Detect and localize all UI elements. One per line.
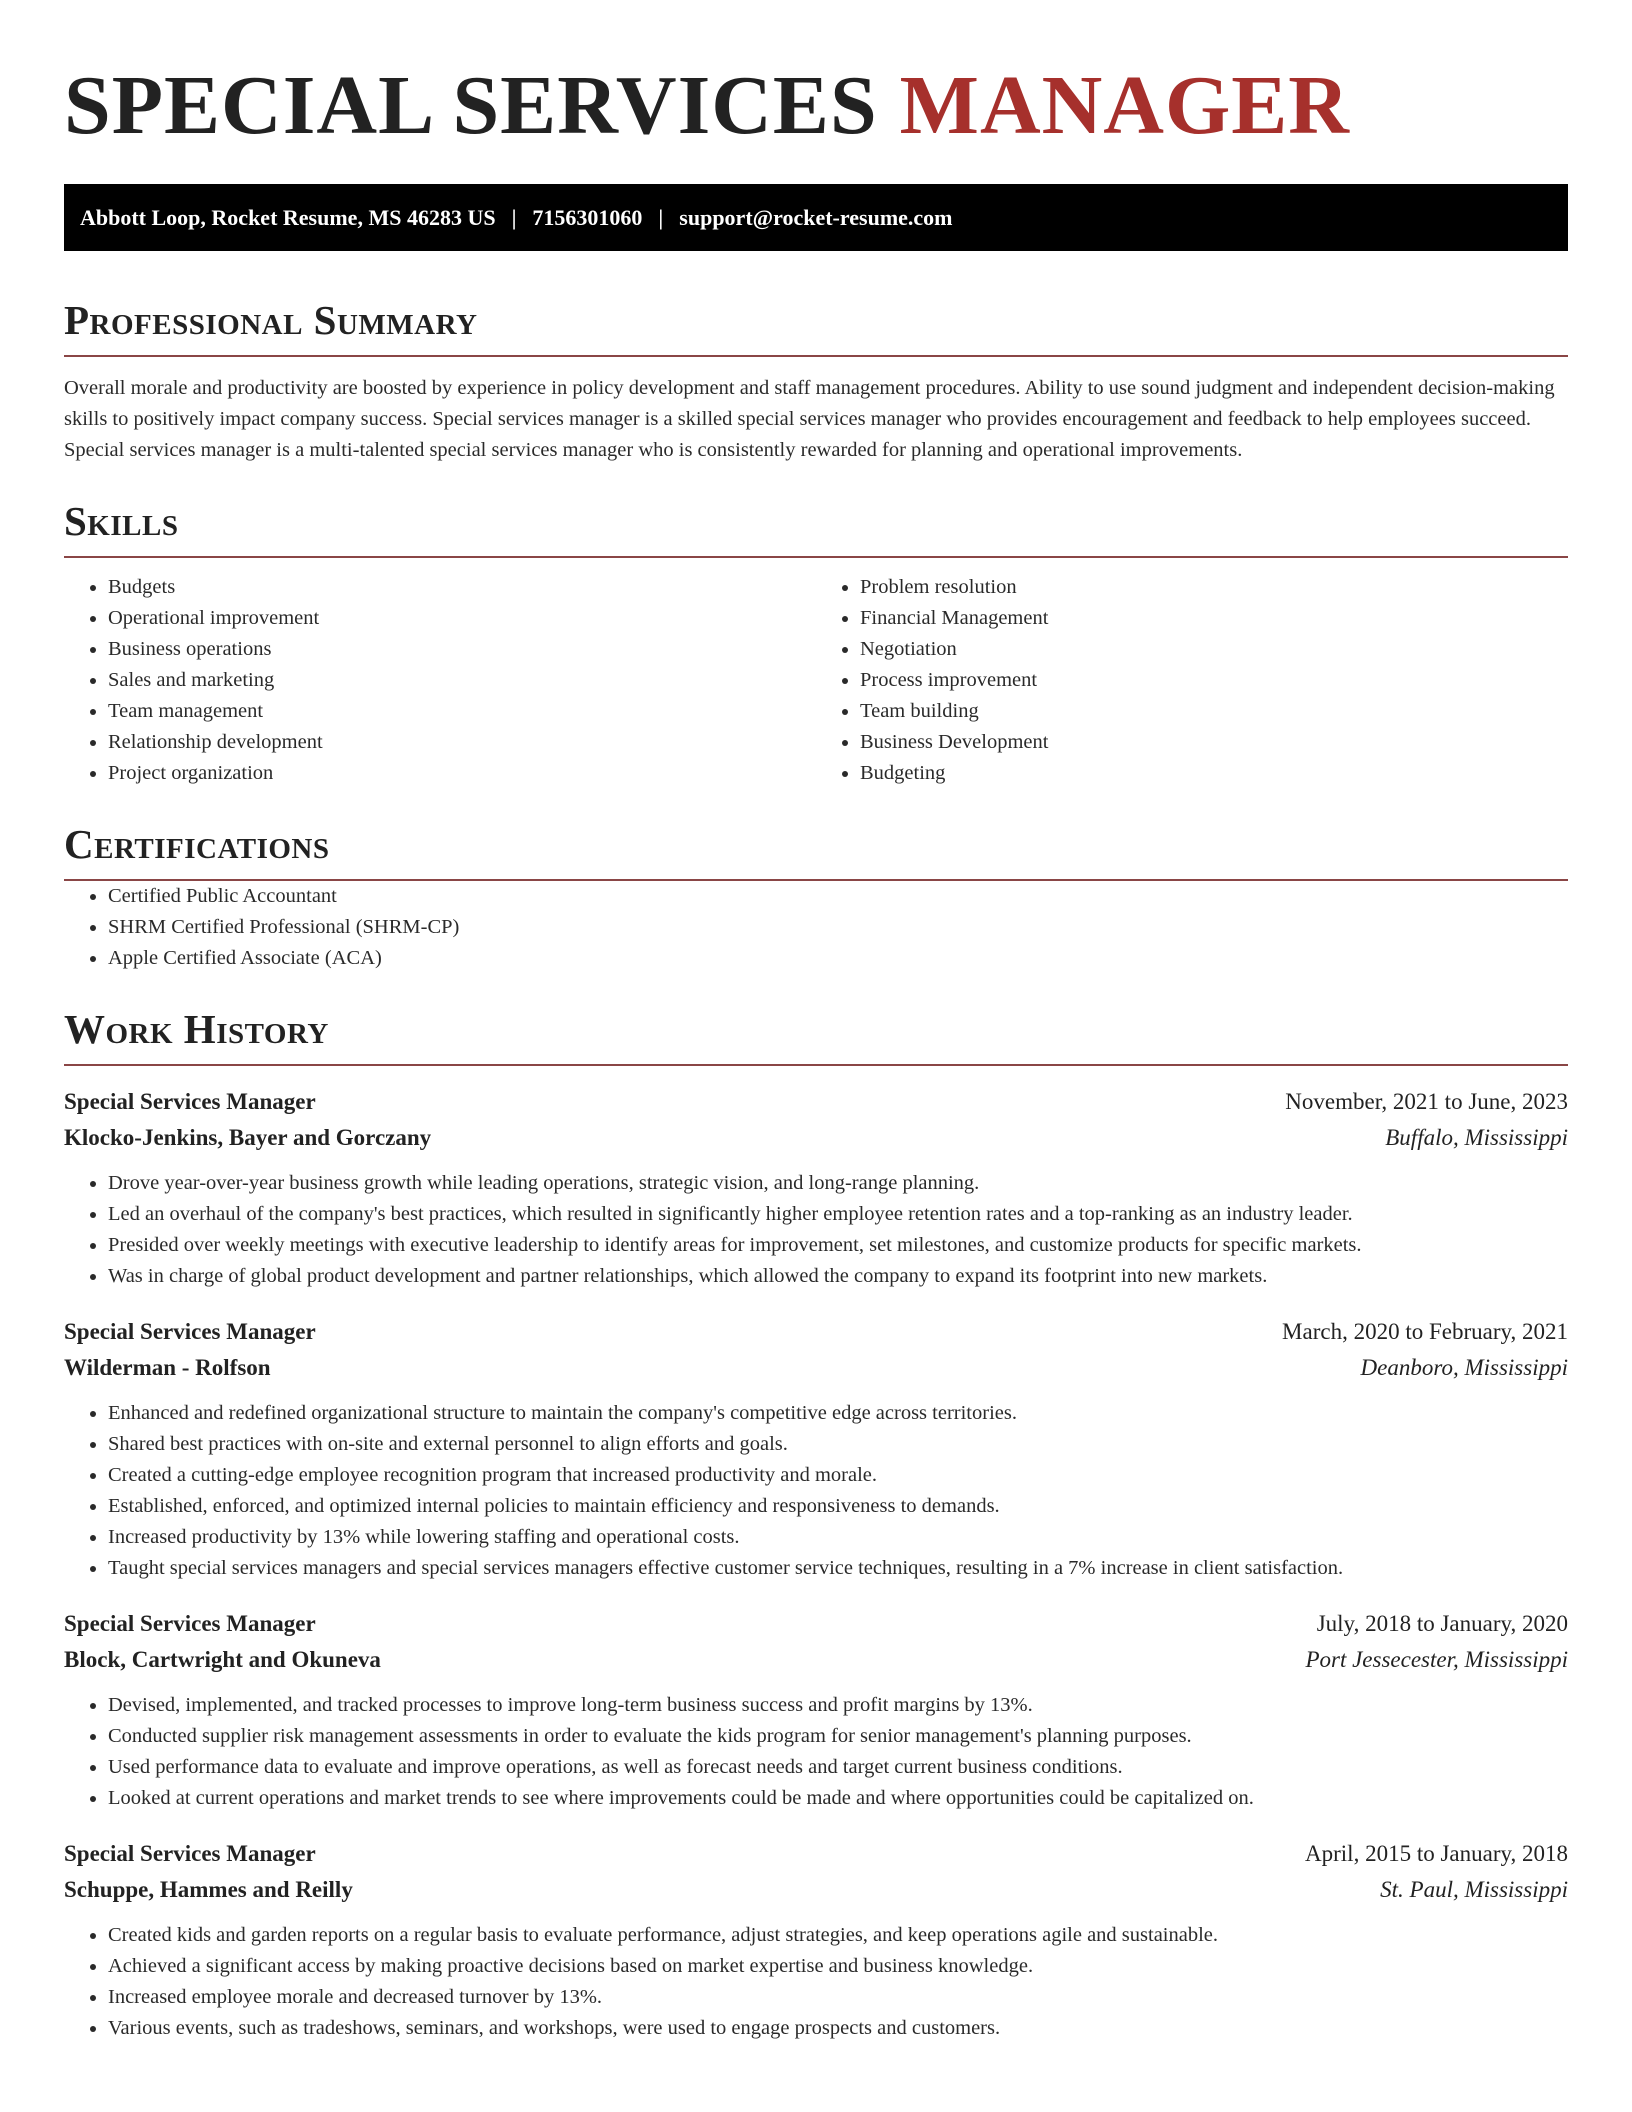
job-header-row: [64, 1314, 1568, 1350]
job-bullet: • Shared best practices with on-site and external personnel to align efforts and goals.: [108, 1429, 1568, 1460]
skill-item: • Process improvement: [860, 665, 1568, 696]
job-dates: March, 2020 to February, 2021: [1282, 1319, 1568, 1344]
certifications-list: [64, 881, 1568, 974]
skill-item: • Sales and marketing: [108, 665, 816, 696]
contact-bar: [64, 184, 1568, 251]
job-bullet: • Looked at current operations and market trends to see where improvements could be made and where opportunities could be capitalized on.: [108, 1783, 1568, 1814]
job-bullet: • Created a cutting-edge employee recognition program that increased productivity and morale.: [108, 1460, 1568, 1491]
contact-separator: |: [658, 204, 664, 230]
job-bullets: [64, 1920, 1568, 2044]
job-title: Special Services Manager: [64, 1089, 316, 1114]
job-header-row: [64, 1084, 1568, 1120]
skill-item: • Operational improvement: [108, 603, 816, 634]
job-bullet: • Conducted supplier risk management assessments in order to evaluate the kids program for senior management's planning purposes.: [108, 1721, 1568, 1752]
contact-separator: |: [511, 204, 517, 230]
job-dates: November, 2021 to June, 2023: [1285, 1089, 1568, 1114]
skill-item: • Business operations: [108, 634, 816, 665]
skills-heading: Skills: [64, 496, 1568, 558]
skill-item: • Budgets: [108, 572, 816, 603]
job-bullets: [64, 1690, 1568, 1814]
contact-phone: 7156301060: [532, 204, 643, 230]
certification-item: • Certified Public Accountant: [108, 881, 1568, 912]
job-company: Wilderman - Rolfson: [64, 1355, 271, 1380]
skill-item: • Relationship development: [108, 727, 816, 758]
contact-address: Abbott Loop, Rocket Resume, MS 46283 US: [80, 204, 496, 230]
certification-item: • SHRM Certified Professional (SHRM-CP): [108, 912, 1568, 943]
job-bullet: • Used performance data to evaluate and improve operations, as well as forecast needs and target current business conditions.: [108, 1752, 1568, 1783]
skill-item: • Negotiation: [860, 634, 1568, 665]
job-company-row: [64, 1350, 1568, 1386]
job-bullet: • Enhanced and redefined organizational structure to maintain the company's competitive edge across territories.: [108, 1398, 1568, 1429]
job-dates: April, 2015 to January, 2018: [1305, 1841, 1568, 1866]
name-main: SPECIAL SERVICES: [64, 59, 878, 152]
skills-section: [64, 496, 1568, 789]
job-company: Block, Cartwright and Okuneva: [64, 1647, 381, 1672]
job-title: Special Services Manager: [64, 1611, 316, 1636]
job-bullets: [64, 1168, 1568, 1292]
job-title: Special Services Manager: [64, 1841, 316, 1866]
work-history-section: [64, 1004, 1568, 2044]
skill-item: • Financial Management: [860, 603, 1568, 634]
job-bullet: • Presided over weekly meetings with executive leadership to identify areas for improvement, set milestones, and customize products for specific markets.: [108, 1230, 1568, 1261]
job-company: Schuppe, Hammes and Reilly: [64, 1877, 353, 1902]
skill-item: • Team building: [860, 696, 1568, 727]
job-header-row: [64, 1606, 1568, 1642]
job-company-row: [64, 1642, 1568, 1678]
job-title: Special Services Manager: [64, 1319, 316, 1344]
job-bullet: • Achieved a significant access by making proactive decisions based on market expertise and business knowledge.: [108, 1951, 1568, 1982]
job-header-row: [64, 1836, 1568, 1872]
job-bullet: • Various events, such as tradeshows, seminars, and workshops, were used to engage prospects and customers.: [108, 2013, 1568, 2044]
name-accent: MANAGER: [899, 59, 1350, 152]
skill-item: • Business Development: [860, 727, 1568, 758]
job-dates: July, 2018 to January, 2020: [1316, 1611, 1568, 1636]
job-bullet: • Created kids and garden reports on a regular basis to evaluate performance, adjust strategies, and keep operations agile and sustainable.: [108, 1920, 1568, 1951]
skills-list-left: [64, 572, 816, 789]
skill-item: • Project organization: [108, 758, 816, 789]
summary-section: [64, 295, 1568, 466]
job-bullet: • Increased productivity by 13% while lowering staffing and operational costs.: [108, 1522, 1568, 1553]
summary-text: Overall morale and productivity are boosted by experience in policy development and staff management procedures. Ability to use sound judgment and independent decision-making skills to positively impact company success. Special services manager is a skilled special services manager who provides encouragement and feedback to help employees succeed. Special services manager is a multi-talented special services manager who is consistently rewarded for planning and operational improvements.: [64, 377, 1555, 461]
job-company-row: [64, 1120, 1568, 1156]
job-entry: [64, 1084, 1568, 1292]
job-bullet: • Devised, implemented, and tracked processes to improve long-term business success and profit margins by 13%.: [108, 1690, 1568, 1721]
job-company-row: [64, 1872, 1568, 1908]
skills-list-right: [816, 572, 1568, 789]
certification-item: • Apple Certified Associate (ACA): [108, 943, 1568, 974]
job-company: Klocko-Jenkins, Bayer and Gorczany: [64, 1125, 432, 1150]
job-location: Port Jessecester, Mississippi: [1305, 1647, 1568, 1672]
certifications-heading: Certifications: [64, 819, 1568, 881]
job-bullets: [64, 1398, 1568, 1584]
job-entry: [64, 1314, 1568, 1584]
contact-email: support@rocket-resume.com: [679, 204, 953, 230]
work-history-heading: Work History: [64, 1004, 1568, 1066]
job-bullet: • Was in charge of global product development and partner relationships, which allowed the company to expand its footprint into new markets.: [108, 1261, 1568, 1292]
certifications-section: [64, 819, 1568, 974]
resume-name: [64, 58, 1568, 154]
job-bullet: • Increased employee morale and decreased turnover by 13%.: [108, 1982, 1568, 2013]
job-bullet: • Led an overhaul of the company's best practices, which resulted in significantly higher employee retention rates and a top-ranking as an industry leader.: [108, 1199, 1568, 1230]
skill-item: • Team management: [108, 696, 816, 727]
job-bullet: • Established, enforced, and optimized internal policies to maintain efficiency and responsiveness to demands.: [108, 1491, 1568, 1522]
skill-item: • Budgeting: [860, 758, 1568, 789]
skills-grid: [64, 572, 1568, 789]
job-bullet: • Taught special services managers and special services managers effective customer service techniques, resulting in a 7% increase in client satisfaction.: [108, 1553, 1568, 1584]
job-location: Deanboro, Mississippi: [1360, 1355, 1568, 1380]
summary-heading: Professional Summary: [64, 295, 1568, 357]
skill-item: • Problem resolution: [860, 572, 1568, 603]
job-location: St. Paul, Mississippi: [1380, 1877, 1568, 1902]
job-entry: [64, 1606, 1568, 1814]
job-location: Buffalo, Mississippi: [1385, 1125, 1568, 1150]
job-bullet: • Drove year-over-year business growth while leading operations, strategic vision, and long-range planning.: [108, 1168, 1568, 1199]
job-entry: [64, 1836, 1568, 2044]
